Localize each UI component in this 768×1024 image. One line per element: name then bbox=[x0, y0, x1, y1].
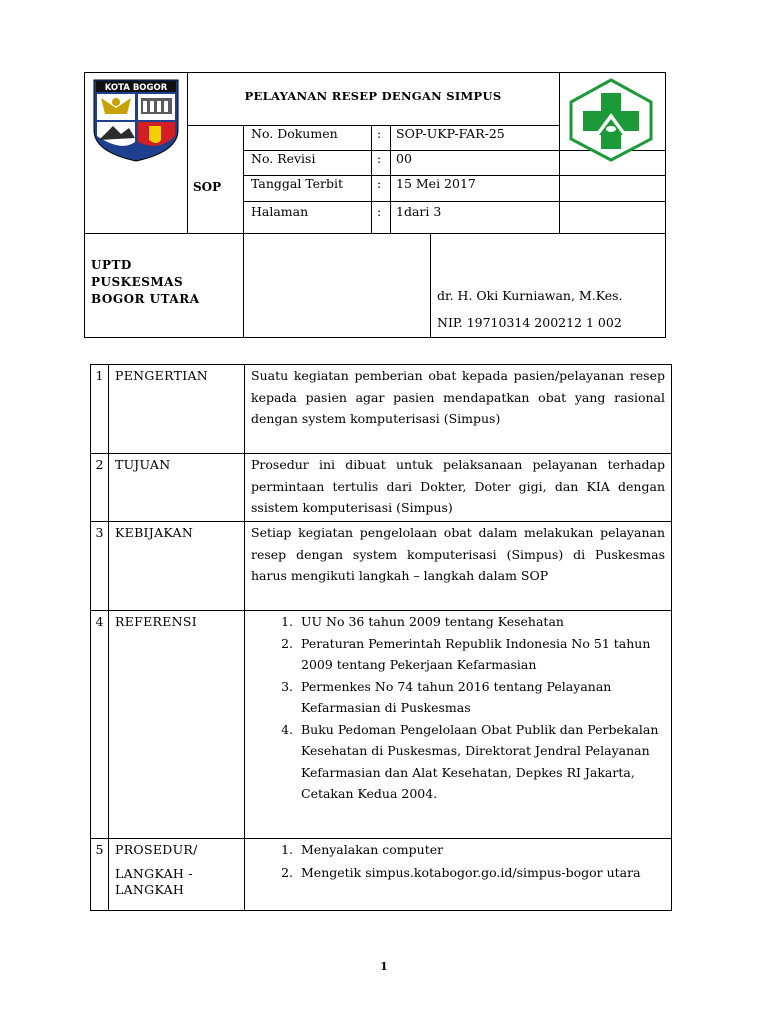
kota-bogor-logo bbox=[91, 78, 181, 163]
section-number: 1 bbox=[91, 365, 109, 454]
list-item: 2. Peraturan Pemerintah Republik Indonesia No 51 tahun 2009 tentang Pekerjaan Kefarmasian bbox=[297, 633, 665, 676]
sop-label: SOP bbox=[193, 180, 222, 194]
list-item: 2. Mengetik simpus.kotabogor.go.id/simpus-bogor utara bbox=[297, 865, 665, 881]
table-row bbox=[91, 611, 672, 839]
section-label: PROSEDUR/ bbox=[115, 842, 198, 857]
table-row bbox=[91, 454, 672, 522]
section-label-continued: LANGKAH - LANGKAH bbox=[115, 865, 193, 897]
section-number: 3 bbox=[91, 522, 109, 611]
field-value-tanggal-terbit: 15 Mei 2017 bbox=[396, 176, 476, 191]
field-sep: : bbox=[377, 204, 382, 219]
procedure-list bbox=[251, 839, 665, 881]
list-item: 1. Menyalakan computer bbox=[297, 839, 665, 861]
section-text: Setiap kegiatan pengelolaan obat dalam melakukan pelayanan resep dengan system komputerisasi (Simpus) di Puskesmas harus mengikuti langkah – langkah dalam SOP bbox=[245, 522, 672, 611]
section-number: 4 bbox=[91, 611, 109, 839]
document-title: PELAYANAN RESEP DENGAN SIMPUS bbox=[244, 89, 502, 103]
table-row bbox=[91, 522, 672, 611]
field-label-no-revisi: No. Revisi bbox=[251, 151, 316, 166]
section-label: REFERENSI bbox=[109, 611, 245, 839]
field-sep: : bbox=[377, 151, 382, 166]
field-sep: : bbox=[377, 126, 382, 141]
table-row bbox=[91, 365, 672, 454]
section-text: Prosedur ini dibuat untuk pelaksanaan pelayanan terhadap permintaan tertulis dari Dokter, Doter gigi, dan KIA dengan ssistem komputerisasi (Simpus) bbox=[245, 454, 672, 522]
sop-content-table bbox=[90, 364, 672, 911]
list-item: 3. Permenkes No 74 tahun 2016 tentang Pelayanan Kefarmasian di Puskesmas bbox=[297, 676, 665, 719]
field-sep: : bbox=[377, 176, 382, 191]
list-item: 4. Buku Pedoman Pengelolaan Obat Publik dan Perbekalan Kesehatan di Puskesmas, Direktorat Jendral Pelayanan Kefarmasian dan Alat Kesehatan, Depkes RI Jakarta, Cetakan Kedua 2004. bbox=[297, 719, 665, 805]
section-number: 2 bbox=[91, 454, 109, 522]
section-text: Suatu kegiatan pemberian obat kepada pasien/pelayanan resep kepada pasien agar pasien mendapatkan obat yang rasional dengan system komputerisasi (Simpus) bbox=[245, 365, 672, 454]
section-label-cell bbox=[109, 839, 245, 911]
field-value-no-revisi: 00 bbox=[396, 151, 412, 166]
signatory-name: dr. H. Oki Kurniawan, M.Kes. bbox=[437, 288, 623, 303]
field-value-halaman: 1dari 3 bbox=[396, 204, 442, 219]
section-list-cell bbox=[245, 839, 672, 911]
reference-list bbox=[251, 611, 665, 805]
signatory-nip: NIP. 19710314 200212 1 002 bbox=[437, 315, 622, 330]
table-row bbox=[91, 839, 672, 911]
section-label: PENGERTIAN bbox=[109, 365, 245, 454]
section-label: TUJUAN bbox=[109, 454, 245, 522]
org-line: BOGOR UTARA bbox=[91, 292, 200, 306]
section-label: KEBIJAKAN bbox=[109, 522, 245, 611]
field-label-tanggal-terbit: Tanggal Terbit bbox=[251, 176, 344, 191]
section-list-cell bbox=[245, 611, 672, 839]
field-label-halaman: Halaman bbox=[251, 204, 309, 219]
section-number: 5 bbox=[91, 839, 109, 911]
field-value-no-dokumen: SOP-UKP-FAR-25 bbox=[396, 126, 505, 141]
puskesmas-logo bbox=[565, 77, 657, 163]
page-number: 1 bbox=[380, 960, 388, 973]
document-header bbox=[84, 72, 666, 338]
field-label-no-dokumen: No. Dokumen bbox=[251, 126, 338, 141]
logo-caption: KOTA BOGOR bbox=[104, 83, 168, 93]
list-item: 1. UU No 36 tahun 2009 tentang Kesehatan bbox=[297, 611, 665, 633]
org-line: PUSKESMAS bbox=[91, 275, 184, 289]
org-line: UPTD bbox=[91, 258, 132, 272]
